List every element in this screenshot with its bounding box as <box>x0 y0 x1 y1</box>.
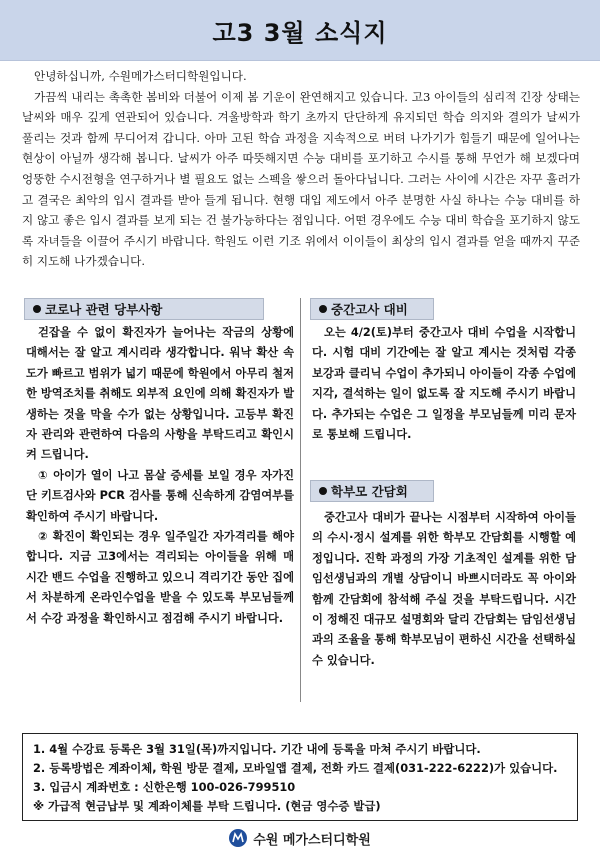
section-body-parents <box>312 508 576 671</box>
footer <box>0 826 600 850</box>
logo-mark-icon <box>232 832 244 844</box>
section-header-corona <box>24 298 264 320</box>
bullet-dot-icon <box>319 305 327 313</box>
academy-logo-icon <box>229 829 247 847</box>
midterm-paragraph-1: 오는 4/2(토)부터 중간고사 대비 수업을 시작합니다. 시험 대비 기간에는 잘 알고 계시는 것처럼 각종 보강과 클리닉 수업이 추가되니 아이들이 각종 수업에 지각, 결석하는 일이 없도록 잘 지도해 주시기 바랍니다. 추가되는 수업은 그 일정을 부모님들께 미리 문자로 통보해 드립니다. <box>312 326 576 442</box>
corona-paragraph-3: ② 확진이 확인되는 경우 일주일간 자가격리를 해야 합니다. 지금 고3에서는 격리되는 아이들을 위해 매 시간 밴드 수업을 진행하고 있으니 격리기간 동안 집에서 차분하게 온라인수업을 받을 수 있도록 부모님들께서 수강 과정을 확인하시고 점검해 주시기 바랍니다. <box>26 530 294 625</box>
page-header <box>0 0 600 61</box>
section-header-midterm <box>310 298 434 320</box>
corona-paragraph-1: 걷잡을 수 없이 확진자가 늘어나는 작금의 상황에 대해서는 잘 알고 계시리라 생각합니다. 워낙 확산 속도가 빠르고 범위가 넓기 때문에 학원에서 아무리 철저한 방역조치를 취해도 외부적 요인에 의해 확진자가 발생하는 것을 막을 수가 없는 상황입니다. 고등부 확진자 관리와 관련하여 다음의 사항을 부탁드리고 확인시켜 드립니다. <box>26 326 294 462</box>
notice-line-3: 3. 입금시 계좌번호 : 신한은행 100-026-799510 <box>33 780 296 794</box>
notice-line-1: 1. 4월 수강료 등록은 3월 31일(목)까지입니다. 기간 내에 등록을 마쳐 주시기 바랍니다. <box>33 742 481 756</box>
bullet-dot-icon <box>319 487 327 495</box>
notice-line-2: 2. 등록방법은 계좌이체, 학원 방문 결제, 모바일앱 결제, 전화 카드 결제(031-222-6222)가 있습니다. <box>33 761 558 775</box>
bullet-dot-icon <box>33 305 41 313</box>
section-title-corona: 코로나 관련 당부사항 <box>45 302 163 317</box>
academy-name: 수원 메가스터디학원 <box>253 832 371 848</box>
corona-paragraph-2: ① 아이가 열이 나고 몸살 증세를 보일 경우 자가진단 키트검사와 PCR 검사를 통해 신속하게 감염여부를 확인하여 주시기 바랍니다. <box>26 468 294 523</box>
notice-line-4: ※ 가급적 현금납부 및 계좌이체를 부탁 드립니다. (현금 영수증 발급) <box>33 799 381 813</box>
notice-box <box>22 733 578 821</box>
intro-body: 가끔씩 내리는 촉촉한 봄비와 더불어 이제 봄 기운이 완연해지고 있습니다. 고3 아이들의 심리적 긴장 상태는 날씨와 매우 깊게 연관되어 있습니다. 겨울방학과 학기 초까지 단단하게 유지되던 학습 의지와 결의가 날씨가 풀리는 것과 함께 무디어져 갑니다. 아마 고된 학습 과정을 지속적으로 버텨 나가기가 힘들기 때문에 일어나는 현상이 아닐까 생각해 봅니다. 날씨가 아주 따뜻해지면 수능 대비를 포기하고 수시를 통해 무언가 해 보겠다며 엉뚱한 수시전형을 연구하거나 별 필요도 없는 스펙을 쌓으러 돌아다닙니다. 그러는 사이에 시간은 자꾸 흘러가고 결국은 최악의 입시 결과를 받아 들게 됩니다. 현행 대입 제도에서 아주 분명한 사실 하나는 수능 대비를 하지 않고 좋은 입시 결과를 보게 되는 건 불가능하다는 점입니다. 어떤 경우에도 수능 대비 학습을 포기하지 않도록 자녀들을 이끌어 주시기 바랍니다. 학원도 이런 기조 위에서 이이들이 최상의 입시 결과를 얻을 때까지 꾸준히 지도해 나가겠습니다. <box>22 89 580 269</box>
section-body-corona <box>26 323 294 629</box>
section-body-midterm <box>312 323 576 445</box>
intro-letter <box>22 66 580 272</box>
section-title-midterm: 중간고사 대비 <box>331 302 408 317</box>
column-divider <box>300 298 301 702</box>
parents-paragraph-1: 중간고사 대비가 끝나는 시점부터 시작하여 아이들의 수시·정시 설계를 위한 학부모 간담회를 시행할 예정입니다. 진학 과정의 가장 기초적인 설계를 위한 담임선생님과의 개별 상담이니 바쁘시더라도 꼭 아이와 함께 간담회에 참석해 주실 것을 부탁드립니다. 시간이 정해진 대규모 설명회와 달리 간담회는 담임선생님과의 조율을 통해 학부모님이 편하신 시간을 선택하실 수 있습니다. <box>312 511 576 667</box>
section-header-parents <box>310 480 434 502</box>
intro-greeting: 안녕하십니까, 수원메가스터디학원입니다. <box>34 69 247 83</box>
page-title: 고3 3월 소식지 <box>212 18 388 47</box>
section-title-parents: 학부모 간담회 <box>331 484 408 499</box>
